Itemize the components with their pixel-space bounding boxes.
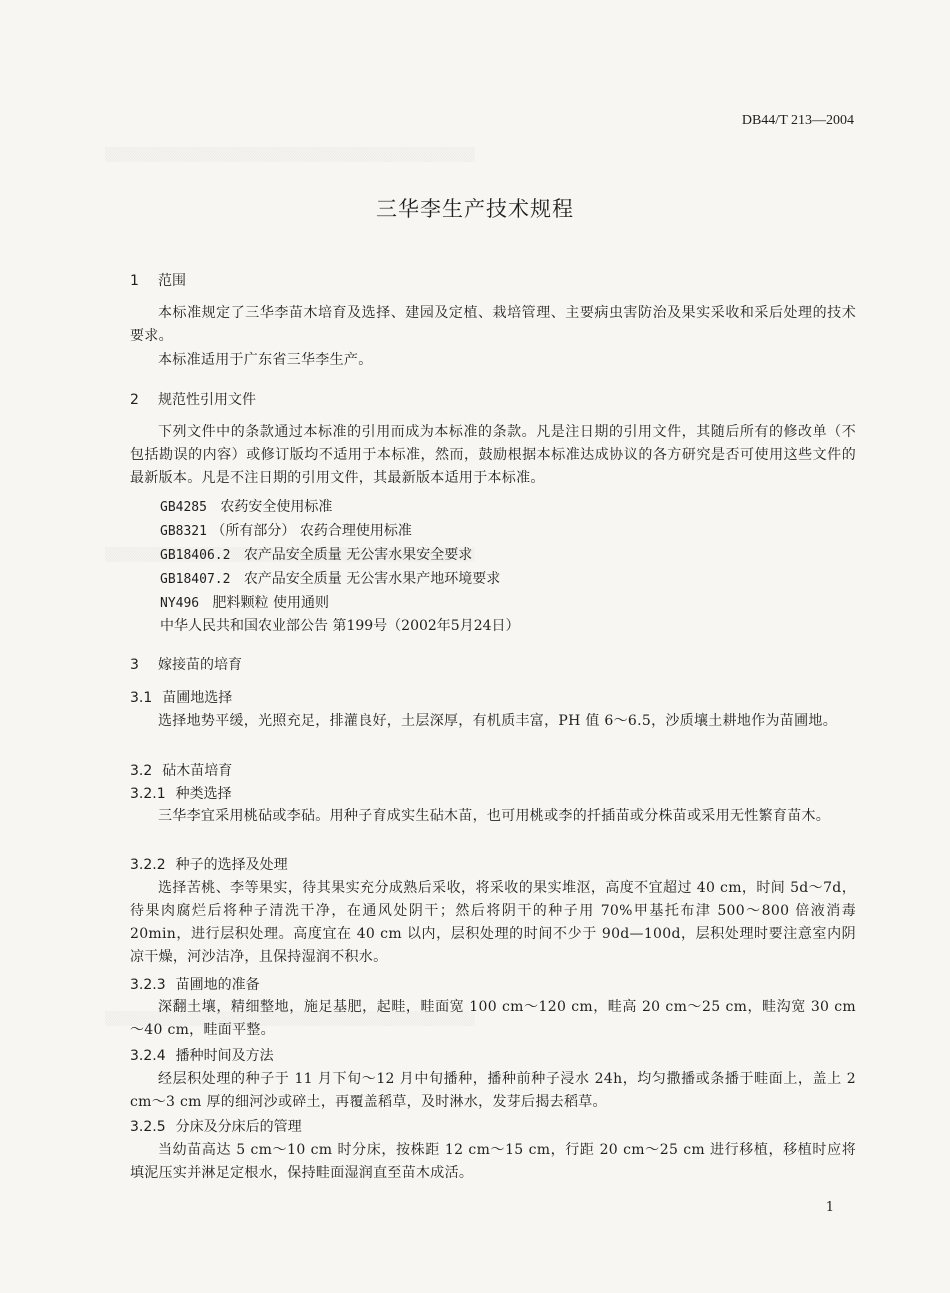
section-heading bbox=[130, 270, 186, 290]
subsection-heading: 3.2.1 种类选择 bbox=[130, 786, 232, 802]
subsection-heading: 3.2.5 分床及分床后的管理 bbox=[130, 1119, 302, 1135]
paragraph: 选择地势平缓，光照充足，排灌良好，土层深厚，有机质丰富，PH 值 6～6.5，沙质壤土耕地作为苗圃地。 bbox=[158, 713, 837, 729]
page-number: 1 bbox=[825, 1200, 834, 1215]
section-title: 范围 bbox=[158, 273, 186, 289]
standard-code: DB44/T 213—2004 bbox=[741, 113, 854, 128]
subsection-heading: 3.1 苗圃地选择 bbox=[130, 690, 233, 706]
subsection-heading: 3.2.3 苗圃地的准备 bbox=[130, 977, 260, 993]
reference-item: GB4285 农药安全使用标准 bbox=[160, 499, 333, 515]
paragraph: 下列文件中的条款通过本标准的引用而成为本标准的条款。凡是注日期的引用文件，其随后所有的修改单（不包括勘误的内容）或修订版均不适用于本标准，然而，鼓励根据本标准达成协议的各方研究是否可使用这些文件的最新版本。凡是不注日期的引用文件，其最新版本适用于本标准。 bbox=[130, 424, 856, 486]
paragraph: 选择苦桃、李等果实，待其果实充分成熟后采收，将采收的果实堆沤，高度不宜超过 40 cm，时间 5d～7d，待果肉腐烂后将种子清洗干净，在通风处阴干；然后将阴干的种子用 70%甲基托布津 500～800 倍液消毒 20min，进行层积处理。高度宜在 40 cm 以内，层积处理的时间不少于 90d—100d，层积处理时要注意室内阴凉干燥，河沙洁净，且保持湿润不积水。 bbox=[130, 880, 856, 965]
subsection-heading: 3.2.4 播种时间及方法 bbox=[130, 1048, 274, 1064]
reference-item: GB18406.2 农产品安全质量 无公害水果安全要求 bbox=[160, 547, 473, 563]
section-heading bbox=[130, 654, 242, 674]
section-number: 2 bbox=[130, 392, 139, 408]
reference-item: NY496 肥料颗粒 使用通则 bbox=[160, 595, 329, 611]
paragraph: 深翻土壤，精细整地，施足基肥，起畦，畦面宽 100 cm～120 cm，畦高 20 cm～25 cm，畦沟宽 30 cm～40 cm，畦面平整。 bbox=[130, 999, 856, 1038]
paragraph: 本标准适用于广东省三华李生产。 bbox=[158, 352, 373, 368]
section-title: 规范性引用文件 bbox=[158, 392, 256, 408]
reference-item: GB8321 （所有部分） 农药合理使用标准 bbox=[160, 523, 412, 539]
section-number: 1 bbox=[130, 273, 139, 289]
section-number: 3 bbox=[130, 657, 139, 673]
paragraph: 经层积处理的种子于 11 月下旬～12 月中旬播种，播种前种子浸水 24h，均匀撒播或条播于畦面上，盖上 2 cm～3 cm 厚的细河沙或碎土，再覆盖稻草，及时淋水，发芽后揭去稻草。 bbox=[130, 1071, 856, 1110]
reference-item: 中华人民共和国农业部公告 第199号（2002年5月24日） bbox=[160, 618, 520, 634]
bleed-through-text bbox=[105, 148, 855, 163]
section-heading bbox=[130, 389, 256, 409]
subsection-heading: 3.2 砧木苗培育 bbox=[130, 763, 233, 779]
paragraph: 三华李宜采用桃砧或李砧。用种子育成实生砧木苗，也可用桃或李的扦插苗或分株苗或采用无性繁育苗木。 bbox=[158, 808, 831, 824]
paragraph: 当幼苗高达 5 cm～10 cm 时分床，按株距 12 cm～15 cm，行距 20 cm～25 cm 进行移植，移植时应将填泥压实并淋足定根水，保持畦面湿润直至苗木成活。 bbox=[130, 1142, 856, 1181]
section-title: 嫁接苗的培育 bbox=[158, 657, 242, 673]
paragraph: 本标准规定了三华李苗木培育及选择、建园及定植、栽培管理、主要病虫害防治及果实采收和采后处理的技术要求。 bbox=[130, 305, 856, 344]
subsection-heading: 3.2.2 种子的选择及处理 bbox=[130, 857, 288, 873]
document-title: 三华李生产技术规程 bbox=[376, 197, 574, 221]
reference-item: GB18407.2 农产品安全质量 无公害水果产地环境要求 bbox=[160, 571, 501, 587]
